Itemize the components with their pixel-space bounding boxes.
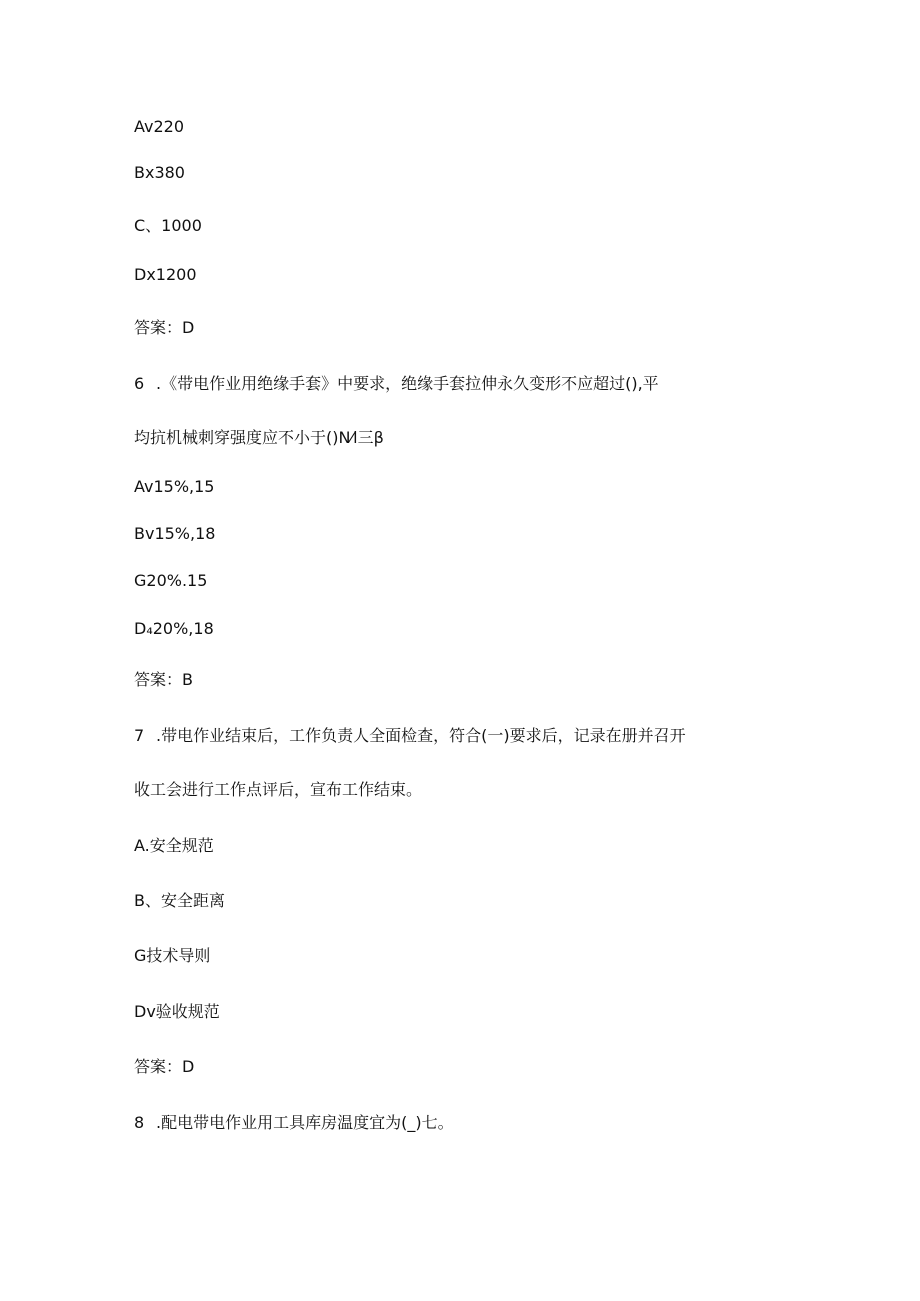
q7-number: 7: [134, 726, 145, 745]
q7-question-line1: [134, 726, 686, 746]
q6-option-d: D₄20%,18: [134, 619, 214, 638]
q7-option-a: A.安全规范: [134, 836, 214, 855]
q5-option-d: Dx1200: [134, 265, 197, 284]
q6-text-line2: 均抗机械刺穿强度应不小于()N⁄l三β: [134, 428, 384, 447]
q5-option-b: Bx380: [134, 163, 185, 182]
q6-answer: 答案：B: [134, 670, 193, 689]
q7-text-line2: 收工会进行工作点评后，宣布工作结束。: [134, 780, 423, 799]
q7-option-c: G技术导则: [134, 946, 211, 965]
q6-option-a: Av15%,15: [134, 477, 215, 496]
q8-number: 8: [134, 1113, 145, 1132]
q7-option-d: Dv验收规范: [134, 1002, 220, 1021]
q6-question-line1: [134, 374, 659, 394]
q7-option-b: B、安全距离: [134, 891, 225, 910]
q6-option-b: Bv15%,18: [134, 524, 216, 543]
q6-text-line1: .《带电作业用绝缘手套》中要求，绝缘手套拉伸永久变形不应超过(),平: [156, 374, 659, 393]
q5-option-a: Av220: [134, 117, 185, 136]
q5-answer: 答案：D: [134, 318, 195, 337]
q5-option-c: C、1000: [134, 216, 202, 235]
q7-text-line1: .带电作业结束后，工作负责人全面检查，符合(一)要求后，记录在册并召开: [156, 726, 686, 745]
q6-number: 6: [134, 374, 145, 393]
q7-answer: 答案：D: [134, 1057, 195, 1076]
q8-text-line1: .配电带电作业用工具库房温度宜为(_)七。: [156, 1113, 454, 1132]
q8-question-line1: [134, 1113, 454, 1133]
q6-option-c: G20%.15: [134, 571, 208, 590]
